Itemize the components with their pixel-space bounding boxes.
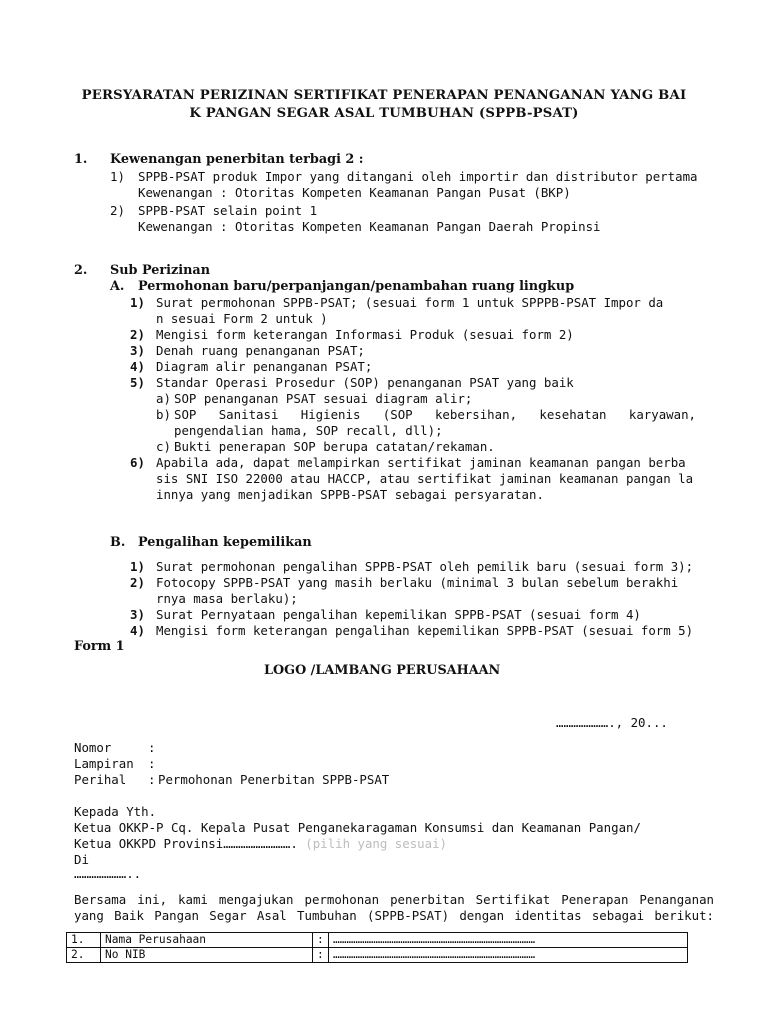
part-a-item-6-number: 6) <box>130 455 145 470</box>
recipient-line-3 <box>74 836 447 852</box>
field-nomor-label: Nomor <box>74 740 112 755</box>
part-a-letter: A. <box>110 279 125 294</box>
company-logo-placeholder: LOGO /LAMBANG PERUSAHAAN <box>264 663 501 678</box>
recipient-location: ………………….. <box>74 866 142 881</box>
table-row <box>67 948 688 963</box>
section-1-item-1-authority: Kewenangan : Otoritas Kompeten Keamanan Pangan Pusat (BKP) <box>138 185 571 200</box>
part-a-item-5-number: 5) <box>130 375 145 390</box>
field-perihal-separator: : <box>148 772 156 787</box>
part-a-item-1-number: 1) <box>130 295 145 310</box>
document-title-line-2: K PANGAN SEGAR ASAL TUMBUHAN (SPPB-PSAT) <box>189 106 579 121</box>
field-perihal-label: Perihal <box>74 772 127 787</box>
part-a-item-3-number: 3) <box>130 343 145 358</box>
sop-sub-c-text: Bukti penerapan SOP berupa catatan/rekaman. <box>174 439 495 454</box>
row-label: Nama Perusahaan <box>101 933 313 948</box>
part-b-item-1-line-1: Surat permohonan pengalihan SPPB-PSAT oleh pemilik baru (sesuai form 3); <box>156 559 694 574</box>
part-b-item-3-line-1: Surat Pernyataan pengalihan kepemilikan SPPB-PSAT (sesuai form 4) <box>156 607 641 622</box>
part-a-item-3-line-1: Denah ruang penanganan PSAT; <box>156 343 365 358</box>
sop-sub-b-letter: b) <box>156 407 171 422</box>
field-perihal-value: Permohonan Penerbitan SPPB-PSAT <box>158 772 390 787</box>
recipient-hint: (pilih yang sesuai) <box>305 836 448 851</box>
letter-date: …………………., 20... <box>556 715 668 730</box>
part-a-item-1-line-2: n sesuai Form 2 untuk ) <box>156 311 328 326</box>
part-a-heading: Permohonan baru/perpanjangan/penambahan ruang lingkup <box>138 279 575 294</box>
table-row <box>67 933 688 948</box>
recipient-di: Di <box>74 852 89 867</box>
part-a-item-1-line-1: Surat permohonan SPPB-PSAT; (sesuai form 1 untuk SPPPB-PSAT Impor da <box>156 295 664 310</box>
row-number: 1. <box>67 933 101 948</box>
row-label: No NIB <box>101 948 313 963</box>
sop-sub-a-text: SOP penanganan PSAT sesuai diagram alir; <box>174 391 473 406</box>
section-1-item-2-authority: Kewenangan : Otoritas Kompeten Keamanan Pangan Daerah Propinsi <box>138 219 601 234</box>
sop-sub-b-text-line-2: pengendalian hama, SOP recall, dll); <box>174 423 443 438</box>
recipient-salutation: Kepada Yth. <box>74 804 157 819</box>
section-1-item-1-number: 1) <box>110 169 125 184</box>
recipient-line-2: Ketua OKKP-P Cq. Kepala Pusat Penganekaragaman Konsumsi dan Keamanan Pangan/ <box>74 820 641 835</box>
sop-sub-c-letter: c) <box>156 439 171 454</box>
part-b-item-2-number: 2) <box>130 575 145 590</box>
section-1-item-2-text: SPPB-PSAT selain point 1 <box>138 203 318 218</box>
part-a-item-2-number: 2) <box>130 327 145 342</box>
section-1-heading: Kewenangan penerbitan terbagi 2 : <box>110 152 364 167</box>
section-1-item-1-text: SPPB-PSAT produk Impor yang ditangani oleh importir dan distributor pertama <box>138 169 698 184</box>
row-number: 2. <box>67 948 101 963</box>
part-b-item-4-number: 4) <box>130 623 145 638</box>
row-value: ……………………………………………………………………………… <box>329 948 688 963</box>
field-lampiran-separator: : <box>148 756 156 771</box>
section-2-number: 2. <box>74 263 88 278</box>
field-nomor-separator: : <box>148 740 156 755</box>
part-a-item-6-line-1: Apabila ada, dapat melampirkan sertifikat jaminan keamanan pangan berba <box>156 455 686 470</box>
part-b-item-1-number: 1) <box>130 559 145 574</box>
body-line-2: yang Baik Pangan Segar Asal Tumbuhan (SPPB-PSAT) dengan identitas sebagai berikut: <box>74 908 714 923</box>
section-1-number: 1. <box>74 152 88 167</box>
sop-sub-b-text-line-1: SOP Sanitasi Higienis (SOP kebersihan, kesehatan karyawan, <box>174 407 696 422</box>
part-a-item-2-line-1: Mengisi form keterangan Informasi Produk (sesuai form 2) <box>156 327 574 342</box>
part-b-letter: B. <box>110 535 126 550</box>
section-2-heading: Sub Perizinan <box>110 263 211 278</box>
part-a-item-4-number: 4) <box>130 359 145 374</box>
row-separator: : <box>313 933 329 948</box>
identity-table <box>66 932 688 963</box>
row-value: ……………………………………………………………………………… <box>329 933 688 948</box>
field-lampiran-label: Lampiran <box>74 756 134 771</box>
document-title-line-1: PERSYARATAN PERIZINAN SERTIFIKAT PENERAPAN PENANGANAN YANG BAI <box>81 88 687 103</box>
form-1-label: Form 1 <box>74 639 125 654</box>
part-b-heading: Pengalihan kepemilikan <box>138 535 312 550</box>
sop-sub-a-letter: a) <box>156 391 171 406</box>
part-a-item-6-line-3: innya yang menjadikan SPPB-PSAT sebagai persyaratan. <box>156 487 544 502</box>
recipient-province: Ketua OKKPD Provinsi………………………. <box>74 836 306 851</box>
part-b-item-3-number: 3) <box>130 607 145 622</box>
body-line-1: Bersama ini, kami mengajukan permohonan penerbitan Sertifikat Penerapan Penanganan <box>74 892 714 907</box>
part-a-item-6-line-2: sis SNI ISO 22000 atau HACCP, atau sertifikat jaminan keamanan pangan la <box>156 471 694 486</box>
part-a-item-5-line-1: Standar Operasi Prosedur (SOP) penanganan PSAT yang baik <box>156 375 574 390</box>
part-b-item-2-line-2: rnya masa berlaku); <box>156 591 298 606</box>
part-b-item-4-line-1: Mengisi form keterangan pengalihan kepemilikan SPPB-PSAT (sesuai form 5) <box>156 623 694 638</box>
part-a-item-4-line-1: Diagram alir penanganan PSAT; <box>156 359 373 374</box>
row-separator: : <box>313 948 329 963</box>
section-1-item-2-number: 2) <box>110 203 125 218</box>
part-b-item-2-line-1: Fotocopy SPPB-PSAT yang masih berlaku (minimal 3 bulan sebelum berakhi <box>156 575 679 590</box>
